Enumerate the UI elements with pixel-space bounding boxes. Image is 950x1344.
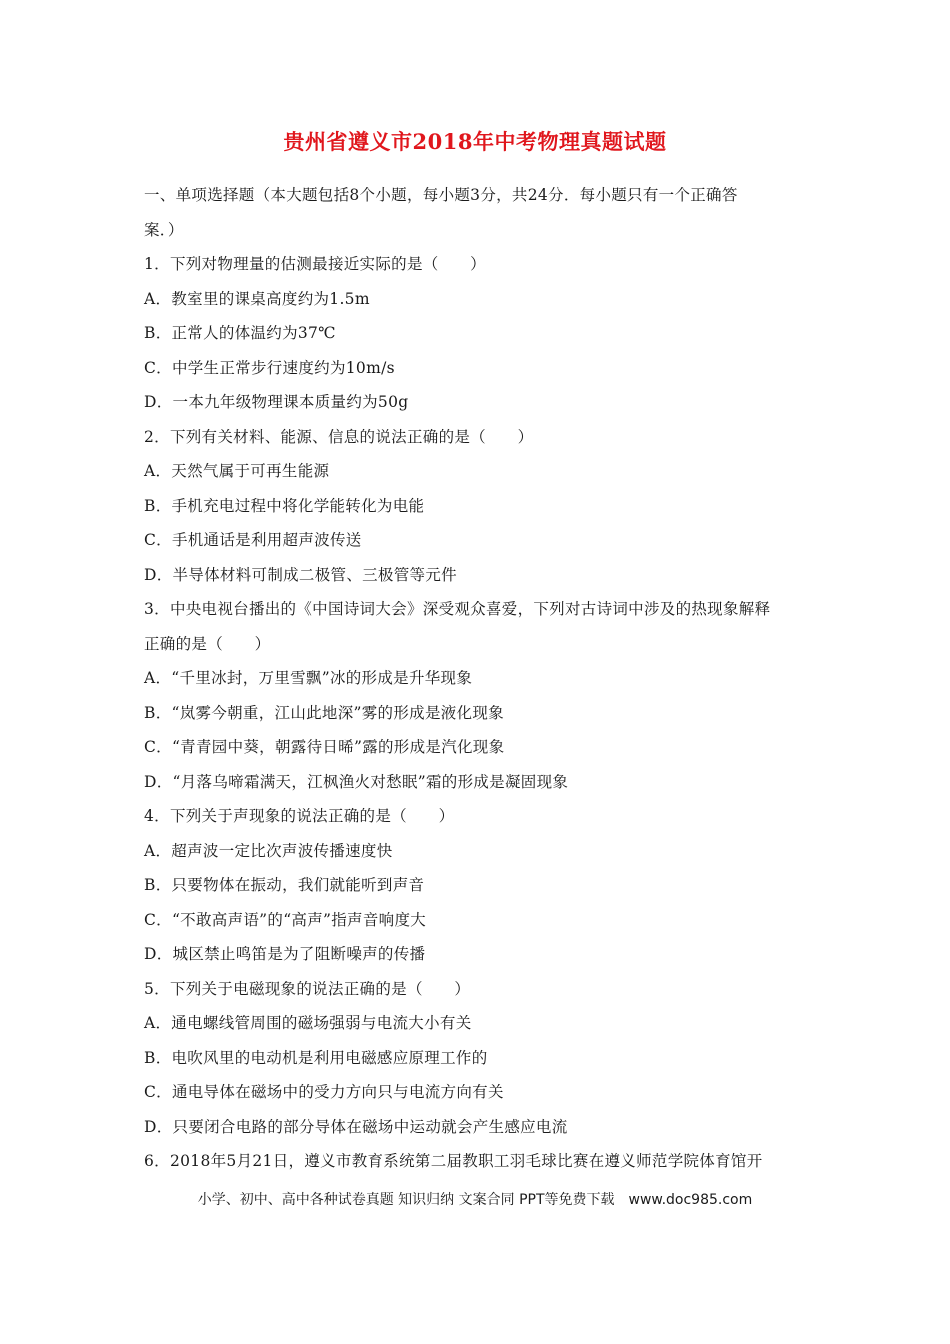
option-c: C．“青青园中葵，朝露待日晞”露的形成是汽化现象 bbox=[144, 738, 505, 756]
option-c: C．中学生正常步行速度约为10m/s bbox=[144, 358, 395, 377]
question-stem: 5．下列关于电磁现象的说法正确的是（ ） bbox=[144, 979, 471, 998]
option-c: C．通电导体在磁场中的受力方向只与电流方向有关 bbox=[144, 1083, 504, 1101]
question-stem: 2．下列有关材料、能源、信息的说法正确的是（ ） bbox=[144, 427, 534, 446]
question-stem: 1．下列对物理量的估测最接近实际的是（ ） bbox=[144, 255, 486, 273]
option-d: D．“月落乌啼霜满天，江枫渔火对愁眠”霜的形成是凝固现象 bbox=[144, 772, 569, 791]
question-stem-continued: 正确的是（ ） bbox=[144, 634, 271, 653]
option-b: B．手机充电过程中将化学能转化为电能 bbox=[144, 496, 425, 515]
option-a: A．超声波一定比次声波传播速度快 bbox=[144, 841, 393, 860]
option-b: B．电吹风里的电动机是利用电磁感应原理工作的 bbox=[144, 1048, 488, 1067]
option-a: A．通电螺线管周围的磁场强弱与电流大小有关 bbox=[144, 1014, 472, 1032]
section-heading-continued: 案．） bbox=[144, 220, 184, 239]
option-d: D．一本九年级物理课本质量约为50g bbox=[144, 393, 409, 411]
option-a: A．“千里冰封，万里雪飘”冰的形成是升华现象 bbox=[144, 669, 473, 687]
option-d: D．城区禁止鸣笛是为了阻断噪声的传播 bbox=[144, 945, 426, 963]
option-b: B．正常人的体温约为37℃ bbox=[144, 324, 336, 342]
question-list bbox=[144, 178, 824, 1179]
option-c: C．手机通话是利用超声波传送 bbox=[144, 531, 362, 549]
question-stem: 4．下列关于声现象的说法正确的是（ ） bbox=[144, 807, 455, 825]
option-a: A．天然气属于可再生能源 bbox=[144, 462, 330, 480]
page-title: 贵州省遵义市2018年中考物理真题试题 bbox=[283, 129, 667, 154]
option-c: C．“不敢高声语”的“高声”指声音响度大 bbox=[144, 910, 427, 929]
option-b: B．“岚雾今朝重，江山此地深”雾的形成是液化现象 bbox=[144, 703, 504, 722]
option-b: B．只要物体在振动，我们就能听到声音 bbox=[144, 876, 425, 894]
page-footer: 小学、初中、高中各种试卷真题 知识归纳 文案合同 PPT等免费下载 www.doc985.com bbox=[197, 1192, 753, 1208]
question-stem: 6．2018年5月21日，遵义市教育系统第二届教职工羽毛球比赛在遵义师范学院体育馆开 bbox=[144, 1152, 763, 1170]
question-stem: 3．中央电视台播出的《中国诗词大会》深受观众喜爱，下列对古诗词中涉及的热现象解释 bbox=[144, 600, 771, 618]
option-d: D．只要闭合电路的部分导体在磁场中运动就会产生感应电流 bbox=[144, 1117, 568, 1136]
option-a: A．教室里的课桌高度约为1.5m bbox=[144, 289, 370, 308]
section-heading: 一、单项选择题（本大题包括8个小题，每小题3分，共24分．每小题只有一个正确答 bbox=[144, 186, 738, 204]
option-d: D．半导体材料可制成二极管、三极管等元件 bbox=[144, 565, 457, 584]
